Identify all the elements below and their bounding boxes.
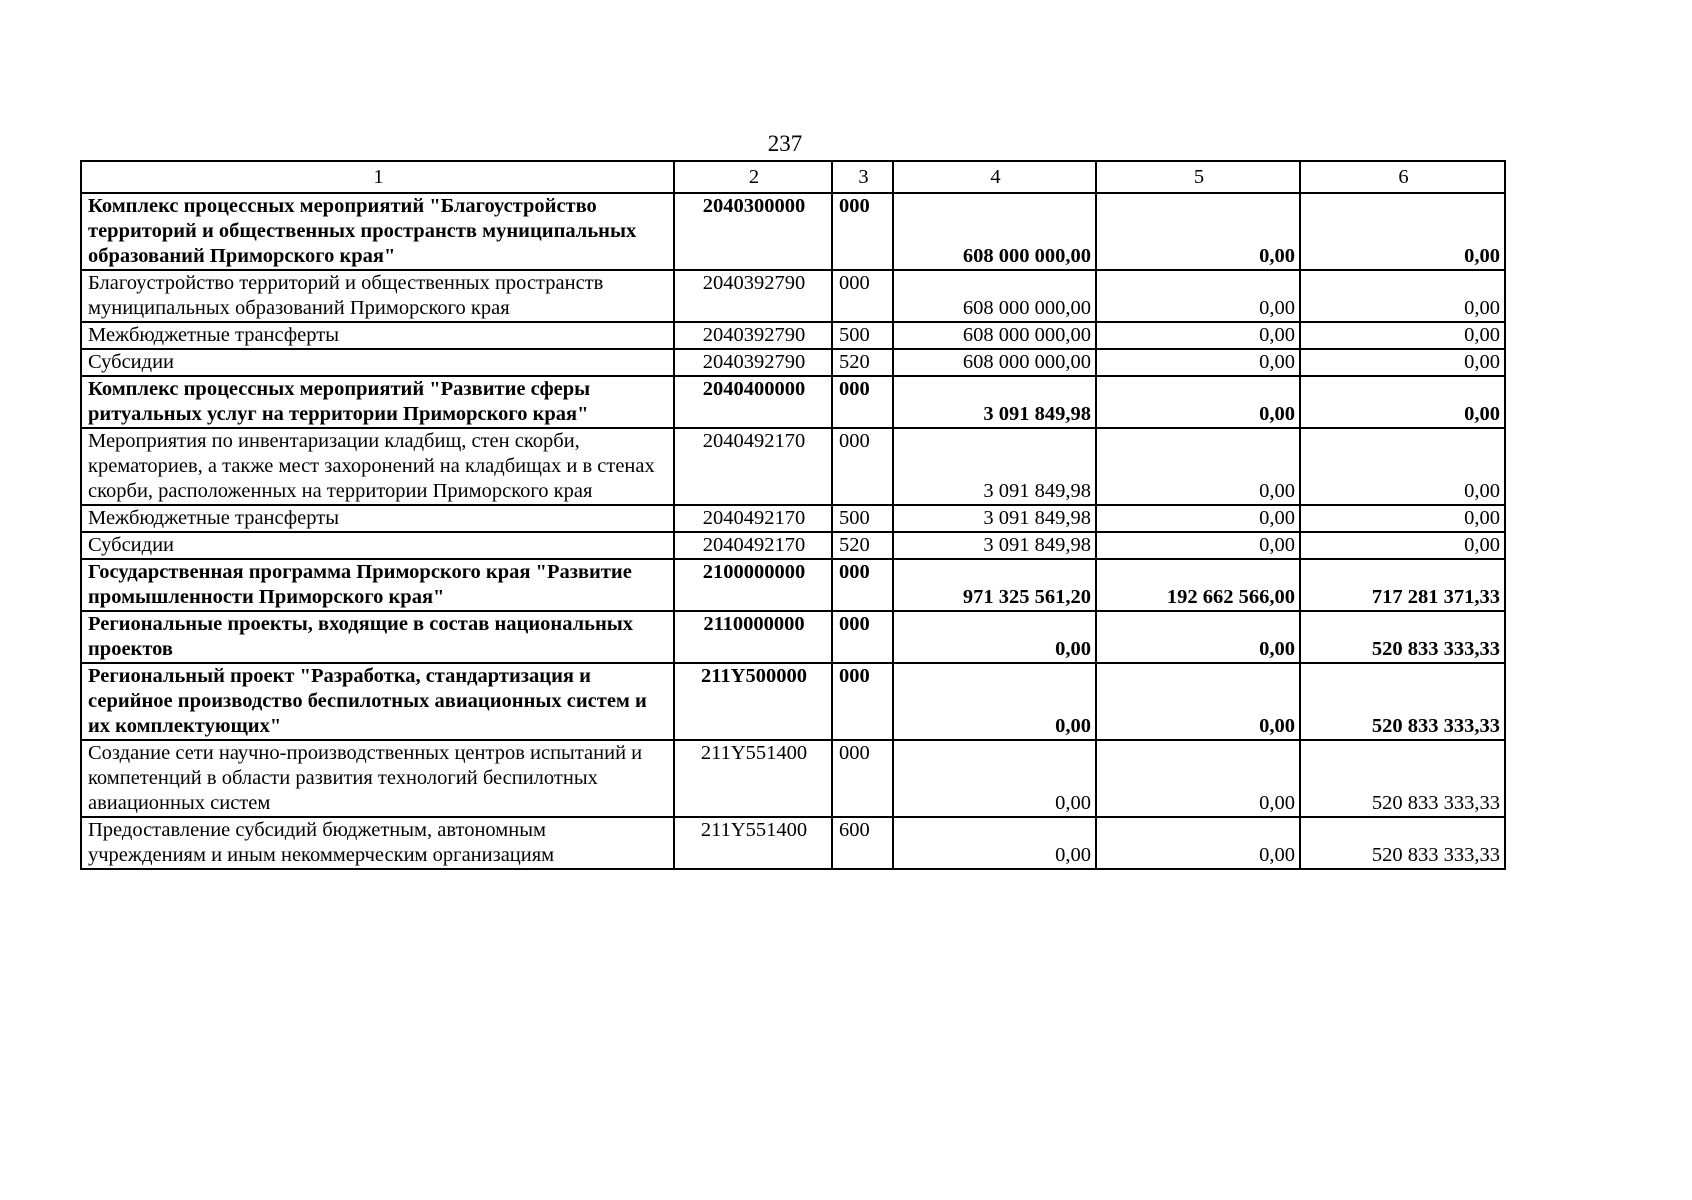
- column-header: 3: [832, 161, 893, 193]
- row-amount-col5-cell: 192 662 566,00: [1096, 559, 1300, 611]
- table-row: [81, 193, 1505, 270]
- row-expense-type-cell: 500: [832, 505, 893, 532]
- column-header: 4: [893, 161, 1096, 193]
- row-code-cell: 211Y551400: [674, 740, 832, 817]
- table-row: [81, 349, 1505, 376]
- row-amount-col5-cell: 0,00: [1096, 532, 1300, 559]
- table-row: [81, 270, 1505, 322]
- row-amount-col6-cell: 0,00: [1300, 428, 1505, 505]
- table-row: [81, 505, 1505, 532]
- row-amount-col5-cell: 0,00: [1096, 270, 1300, 322]
- table-row: [81, 376, 1505, 428]
- row-amount-col5-cell: 0,00: [1096, 611, 1300, 663]
- table-row: [81, 428, 1505, 505]
- row-code-cell: 2110000000: [674, 611, 832, 663]
- row-name-cell: Создание сети научно-производственных центров испытаний и компетенций в области развития технологий беспилотных авиационных систем: [81, 740, 674, 817]
- row-code-cell: 211Y551400: [674, 817, 832, 869]
- row-amount-col6-cell: 0,00: [1300, 349, 1505, 376]
- column-header: 1: [81, 161, 674, 193]
- row-amount-col5-cell: 0,00: [1096, 322, 1300, 349]
- row-name-cell: Межбюджетные трансферты: [81, 322, 674, 349]
- row-name-cell: Мероприятия по инвентаризации кладбищ, стен скорби, крематориев, а также мест захоронений на кладбищах и в стенах скорби, расположенных на территории Приморского края: [81, 428, 674, 505]
- row-amount-col4-cell: 3 091 849,98: [893, 505, 1096, 532]
- row-expense-type-cell: 520: [832, 532, 893, 559]
- row-code-cell: 2040392790: [674, 349, 832, 376]
- row-expense-type-cell: 000: [832, 193, 893, 270]
- row-amount-col4-cell: 3 091 849,98: [893, 428, 1096, 505]
- row-code-cell: 2040392790: [674, 270, 832, 322]
- row-code-cell: 211Y500000: [674, 663, 832, 740]
- row-expense-type-cell: 000: [832, 428, 893, 505]
- row-name-cell: Комплекс процессных мероприятий "Развитие сферы ритуальных услуг на территории Приморского края": [81, 376, 674, 428]
- row-amount-col6-cell: 0,00: [1300, 322, 1505, 349]
- row-expense-type-cell: 000: [832, 559, 893, 611]
- row-amount-col6-cell: 520 833 333,33: [1300, 817, 1505, 869]
- row-code-cell: 2040492170: [674, 532, 832, 559]
- row-amount-col4-cell: 0,00: [893, 740, 1096, 817]
- row-amount-col4-cell: 0,00: [893, 611, 1096, 663]
- row-name-cell: Комплекс процессных мероприятий "Благоустройство территорий и общественных пространств муниципальных образований Приморского края": [81, 193, 674, 270]
- row-expense-type-cell: 000: [832, 611, 893, 663]
- row-amount-col4-cell: 608 000 000,00: [893, 193, 1096, 270]
- row-expense-type-cell: 000: [832, 376, 893, 428]
- row-amount-col6-cell: 0,00: [1300, 270, 1505, 322]
- budget-table: [80, 160, 1506, 870]
- row-code-cell: 2040300000: [674, 193, 832, 270]
- row-amount-col6-cell: 520 833 333,33: [1300, 663, 1505, 740]
- row-amount-col6-cell: 520 833 333,33: [1300, 740, 1505, 817]
- row-name-cell: Региональный проект "Разработка, стандартизация и серийное производство беспилотных авиационных систем и их комплектующих": [81, 663, 674, 740]
- row-code-cell: 2040400000: [674, 376, 832, 428]
- column-header: 5: [1096, 161, 1300, 193]
- row-amount-col4-cell: 971 325 561,20: [893, 559, 1096, 611]
- row-amount-col6-cell: 0,00: [1300, 505, 1505, 532]
- table-header-row: [81, 161, 1505, 193]
- row-amount-col6-cell: 520 833 333,33: [1300, 611, 1505, 663]
- row-name-cell: Субсидии: [81, 532, 674, 559]
- row-amount-col4-cell: 3 091 849,98: [893, 376, 1096, 428]
- row-amount-col5-cell: 0,00: [1096, 505, 1300, 532]
- row-expense-type-cell: 520: [832, 349, 893, 376]
- row-amount-col5-cell: 0,00: [1096, 663, 1300, 740]
- table-row: [81, 740, 1505, 817]
- row-amount-col5-cell: 0,00: [1096, 817, 1300, 869]
- table-row: [81, 817, 1505, 869]
- table-row: [81, 663, 1505, 740]
- row-name-cell: Благоустройство территорий и общественных пространств муниципальных образований Приморского края: [81, 270, 674, 322]
- row-amount-col6-cell: 717 281 371,33: [1300, 559, 1505, 611]
- table-row: [81, 322, 1505, 349]
- column-header: 2: [674, 161, 832, 193]
- row-amount-col6-cell: 0,00: [1300, 532, 1505, 559]
- row-amount-col4-cell: 608 000 000,00: [893, 349, 1096, 376]
- row-expense-type-cell: 000: [832, 740, 893, 817]
- table-row: [81, 559, 1505, 611]
- row-name-cell: Региональные проекты, входящие в состав национальных проектов: [81, 611, 674, 663]
- row-expense-type-cell: 600: [832, 817, 893, 869]
- column-header: 6: [1300, 161, 1505, 193]
- table-row: [81, 532, 1505, 559]
- row-amount-col5-cell: 0,00: [1096, 428, 1300, 505]
- row-code-cell: 2040392790: [674, 322, 832, 349]
- row-amount-col5-cell: 0,00: [1096, 349, 1300, 376]
- row-expense-type-cell: 500: [832, 322, 893, 349]
- table-row: [81, 611, 1505, 663]
- row-amount-col6-cell: 0,00: [1300, 193, 1505, 270]
- row-name-cell: Предоставление субсидий бюджетным, автономным учреждениям и иным некоммерческим организациям: [81, 817, 674, 869]
- row-code-cell: 2040492170: [674, 428, 832, 505]
- row-amount-col4-cell: 3 091 849,98: [893, 532, 1096, 559]
- row-amount-col4-cell: 0,00: [893, 663, 1096, 740]
- row-expense-type-cell: 000: [832, 663, 893, 740]
- row-amount-col4-cell: 608 000 000,00: [893, 270, 1096, 322]
- row-amount-col4-cell: 608 000 000,00: [893, 322, 1096, 349]
- row-amount-col6-cell: 0,00: [1300, 376, 1505, 428]
- row-amount-col5-cell: 0,00: [1096, 740, 1300, 817]
- row-amount-col5-cell: 0,00: [1096, 376, 1300, 428]
- row-name-cell: Субсидии: [81, 349, 674, 376]
- row-code-cell: 2100000000: [674, 559, 832, 611]
- row-amount-col4-cell: 0,00: [893, 817, 1096, 869]
- row-name-cell: Государственная программа Приморского края "Развитие промышленности Приморского края": [81, 559, 674, 611]
- row-expense-type-cell: 000: [832, 270, 893, 322]
- row-name-cell: Межбюджетные трансферты: [81, 505, 674, 532]
- page-number: 237: [767, 131, 803, 156]
- row-code-cell: 2040492170: [674, 505, 832, 532]
- row-amount-col5-cell: 0,00: [1096, 193, 1300, 270]
